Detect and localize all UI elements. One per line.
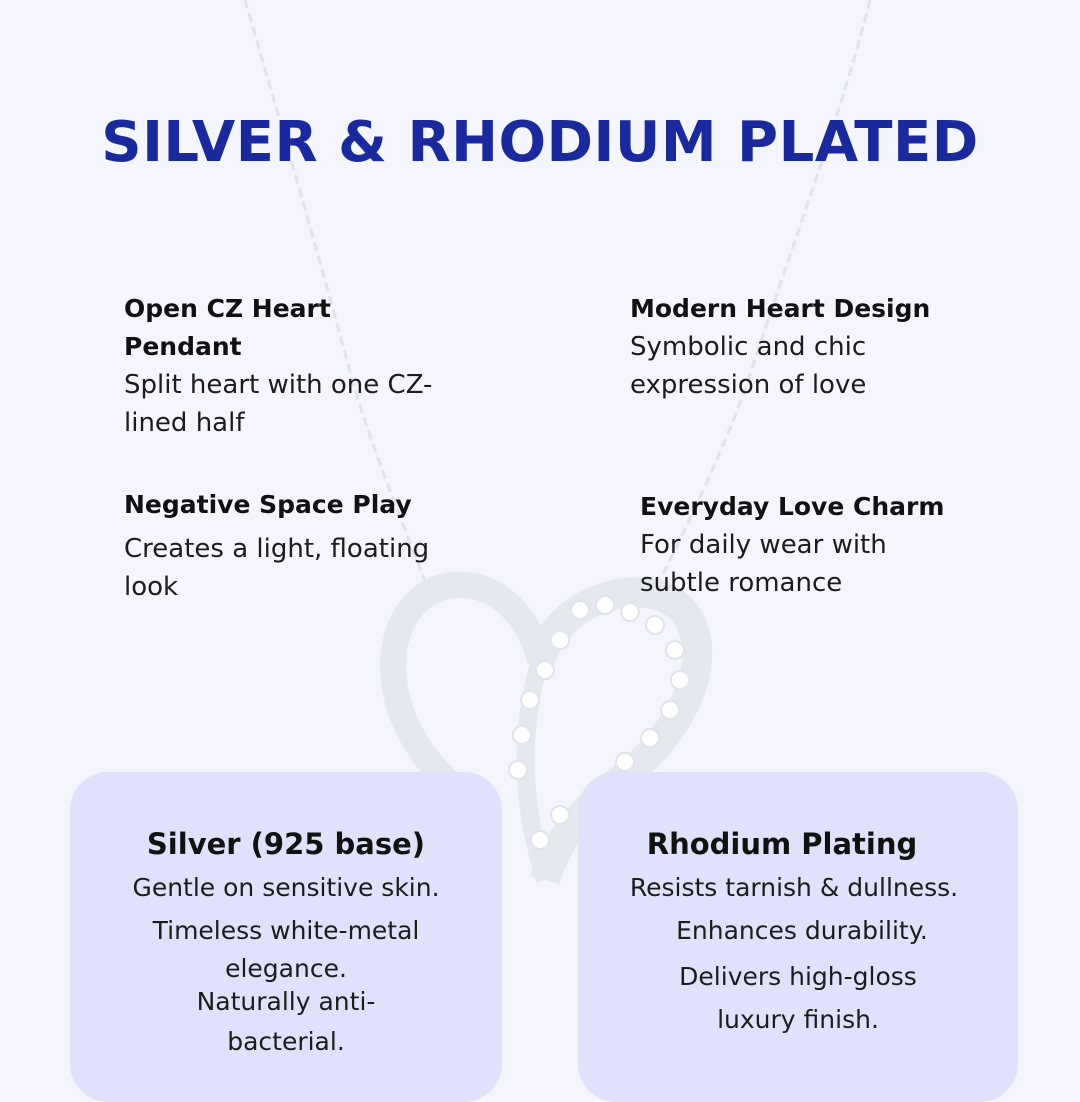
- feature-description: Split heart with one CZ- lined half: [124, 370, 433, 438]
- feature-heading: Negative Space Play: [124, 490, 412, 519]
- feature-description: Creates a light, floating look: [124, 534, 430, 602]
- card-line: Timeless white-metal: [152, 916, 420, 945]
- card-line: luxury finish.: [717, 1005, 879, 1034]
- card-line: elegance.: [225, 954, 347, 983]
- card-line: bacterial.: [227, 1027, 345, 1056]
- feature-heading: Open CZ Heart Pendant: [124, 294, 331, 361]
- card-line: Naturally anti-: [196, 987, 376, 1016]
- feature-everyday-love-charm: [640, 488, 980, 602]
- feature-open-cz-heart: [124, 290, 454, 442]
- page-title: SILVER & RHODIUM PLATED: [101, 110, 979, 175]
- card-heading: Rhodium Plating: [646, 827, 918, 861]
- feature-heading: Everyday Love Charm: [640, 492, 945, 521]
- silver-card: [70, 772, 502, 1102]
- card-line: Enhances durability.: [676, 916, 928, 945]
- rhodium-card: [578, 772, 1018, 1102]
- feature-description: Symbolic and chic expression of love: [630, 332, 867, 400]
- card-line: Gentle on sensitive skin.: [132, 873, 440, 902]
- card-heading: Silver (925 base): [146, 827, 426, 861]
- card-line: Delivers high-gloss: [679, 962, 917, 991]
- card-line: Resists tarnish & dullness.: [629, 873, 959, 902]
- feature-description: For daily wear with subtle romance: [640, 530, 887, 598]
- feature-heading: Modern Heart Design: [630, 294, 931, 323]
- feature-negative-space-play: [124, 486, 464, 606]
- feature-modern-heart-design: [630, 290, 960, 404]
